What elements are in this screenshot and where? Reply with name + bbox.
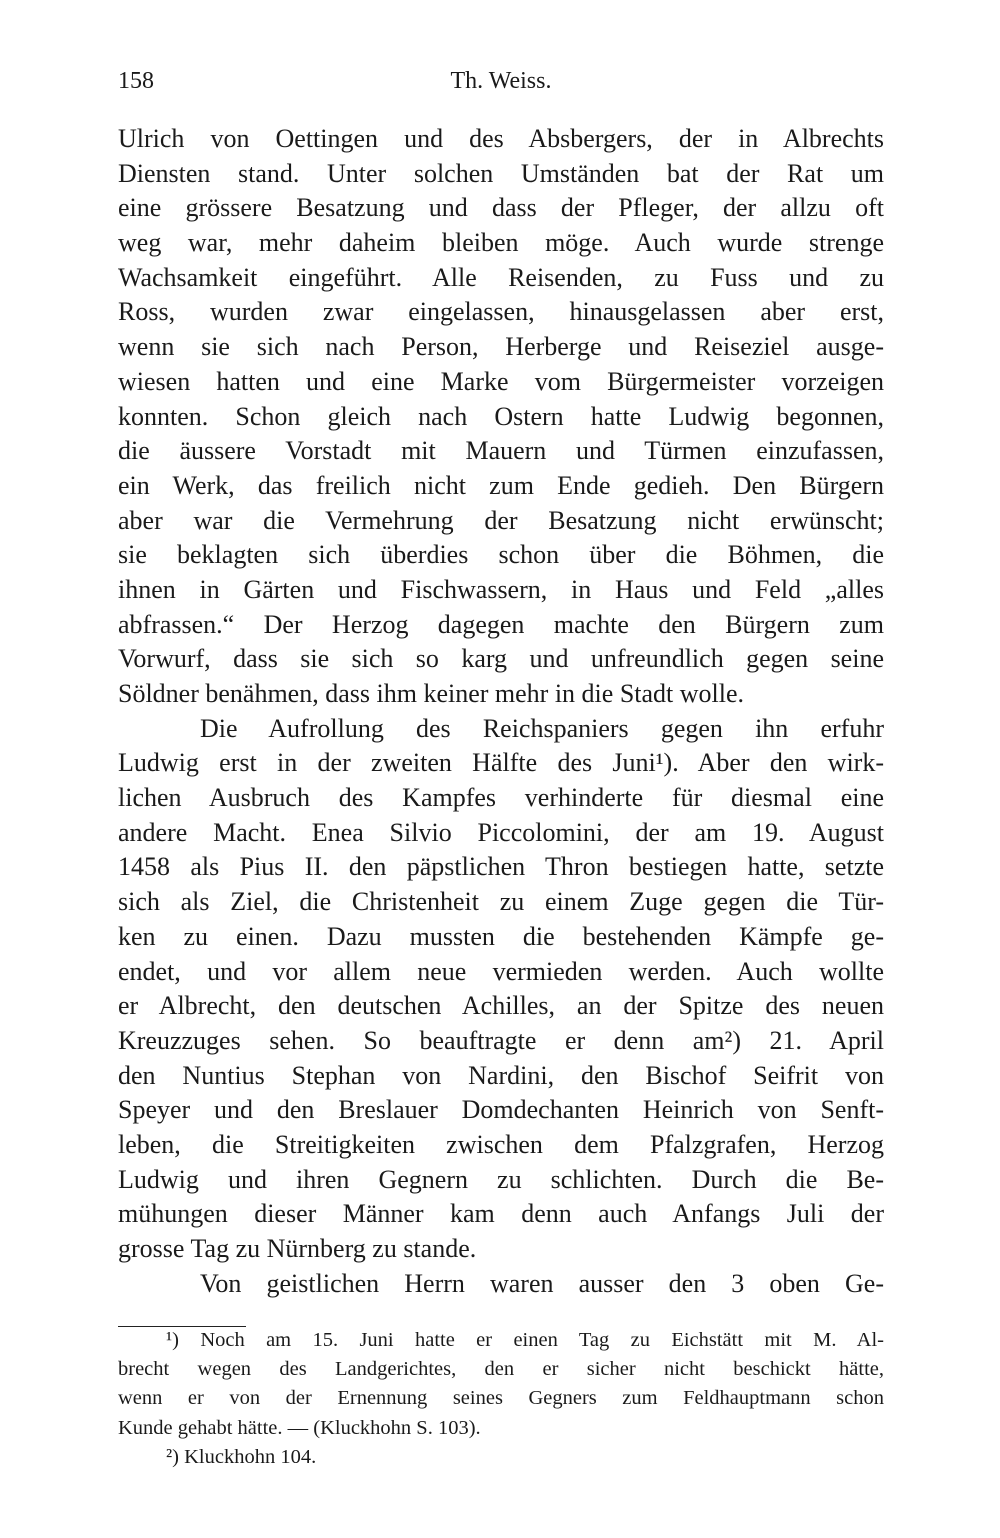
- text-line: endet, und vor allem neue vermieden werden. Auch wollte: [118, 956, 884, 986]
- page-number: 158: [118, 68, 154, 94]
- text-line: eine grössere Besatzung und dass der Pfleger, der allzu oft: [118, 193, 884, 223]
- text-line: Vorwurf, dass sie sich so karg und unfreundlich gegen seine: [118, 644, 884, 674]
- text-line: die äussere Vorstadt mit Mauern und Türmen einzufassen,: [118, 436, 884, 466]
- text-line: andere Macht. Enea Silvio Piccolomini, der am 19. August: [118, 817, 884, 847]
- text-line: Speyer und den Breslauer Domdechanten Heinrich von Senft-: [118, 1095, 884, 1125]
- footnote-line: wenn er von der Ernennung seines Gegners zum Feldhauptmann schon: [118, 1387, 884, 1410]
- text-line: den Nuntius Stephan von Nardini, den Bischof Seifrit von: [118, 1060, 884, 1090]
- text-line: abfrassen.“ Der Herzog dagegen machte den Bürgern zum: [118, 609, 884, 639]
- paragraph-start-line: Von geistlichen Herrn waren ausser den 3 oben Ge-: [200, 1268, 884, 1298]
- text-line: aber war die Vermehrung der Besatzung nicht erwünscht;: [118, 505, 884, 535]
- text-line: mühungen dieser Männer kam denn auch Anfangs Juli der: [118, 1199, 884, 1229]
- footnote-line: Kunde gehabt hätte. — (Kluckhohn S. 103).: [118, 1416, 481, 1439]
- footnotes: [118, 1326, 884, 1472]
- text-line: Söldner benähmen, dass ihm keiner mehr in die Stadt wolle.: [118, 679, 745, 708]
- text-line: leben, die Streitigkeiten zwischen dem Pfalzgrafen, Herzog: [118, 1129, 884, 1159]
- running-head: Th. Weiss.: [450, 68, 552, 94]
- footnote-line: ¹) Noch am 15. Juni hatte er einen Tag zu Eichstätt mit M. Al-: [166, 1329, 884, 1351]
- text-line: sich als Ziel, die Christenheit zu einem Zuge gegen die Tür-: [118, 887, 884, 917]
- text-line: ihnen in Gärten und Fischwassern, in Haus und Feld „alles: [118, 574, 884, 604]
- text-line: wenn sie sich nach Person, Herberge und Reiseziel ausge-: [118, 332, 884, 362]
- text-line: konnten. Schon gleich nach Ostern hatte Ludwig begonnen,: [118, 401, 884, 431]
- text-line: weg war, mehr daheim bleiben möge. Auch wurde strenge: [118, 228, 884, 258]
- text-line: er Albrecht, den deutschen Achilles, an der Spitze des neuen: [118, 991, 884, 1021]
- text-line: wiesen hatten und eine Marke vom Bürgermeister vorzeigen: [118, 366, 884, 396]
- text-line: ein Werk, das freilich nicht zum Ende gedieh. Den Bürgern: [118, 470, 884, 500]
- text-line: Diensten stand. Unter solchen Umständen bat der Rat um: [118, 158, 884, 188]
- footnote-line: ²) Kluckhohn 104.: [166, 1445, 317, 1468]
- footnote-line: brecht wegen des Landgerichtes, den er sicher nicht beschickt hätte,: [118, 1358, 884, 1381]
- text-line: ken zu einen. Dazu mussten die bestehenden Kämpfe ge-: [118, 921, 884, 951]
- text-line: Ulrich von Oettingen und des Absbergers, der in Albrechts: [118, 124, 884, 153]
- text-line: Kreuzzuges sehen. So beauftragte er denn am²) 21. April: [118, 1025, 884, 1055]
- text-line: Wachsamkeit eingeführt. Alle Reisenden, zu Fuss und zu: [118, 262, 884, 292]
- body-text: [118, 122, 884, 1301]
- text-line: Ross, wurden zwar eingelassen, hinausgelassen aber erst,: [118, 297, 884, 327]
- page-header: [118, 64, 884, 98]
- text-line: 1458 als Pius II. den päpstlichen Thron bestiegen hatte, setzte: [118, 852, 884, 882]
- paragraph-start-line: Die Aufrollung des Reichspaniers gegen ihn erfuhr: [200, 713, 884, 743]
- text-line: grosse Tag zu Nürnberg zu stande.: [118, 1234, 477, 1263]
- text-line: lichen Ausbruch des Kampfes verhinderte für diesmal eine: [118, 783, 884, 813]
- text-line: Ludwig erst in der zweiten Hälfte des Juni¹). Aber den wirk-: [118, 748, 884, 778]
- text-line: sie beklagten sich überdies schon über die Böhmen, die: [118, 540, 884, 570]
- text-line: Ludwig und ihren Gegnern zu schlichten. Durch die Be-: [118, 1164, 884, 1194]
